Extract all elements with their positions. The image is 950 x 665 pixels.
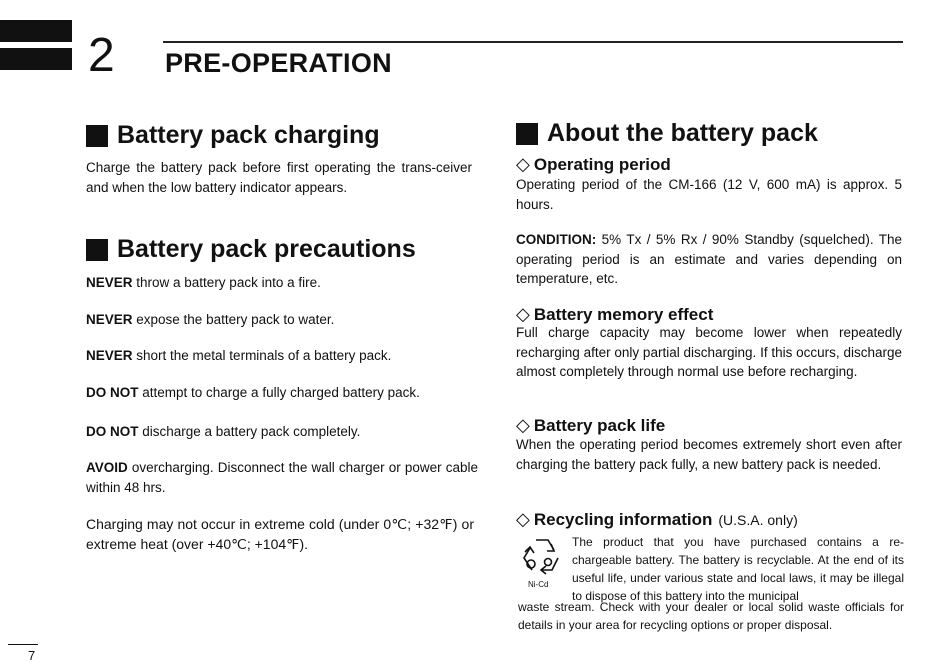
chapter-number: 2 — [88, 29, 115, 82]
memory-effect-text: Full charge capacity may become lower when repeatedly recharging after only partial discharging. If this occurs, discharge almost completely through normal use before recharging. — [516, 325, 902, 379]
chapter-title: PRE-OPERATION — [165, 48, 392, 78]
precaution-item: NEVER expose the battery pack to water. — [86, 312, 335, 327]
subheading-memory-effect: ◇ Battery memory effect — [516, 304, 714, 324]
header-rule — [163, 41, 903, 43]
chapter-tab-marker — [0, 48, 72, 70]
precaution-item: NEVER throw a battery pack into a fire. — [86, 275, 321, 290]
square-bullet-icon — [86, 239, 108, 261]
temperature-note: Charging may not occur in extreme cold (under 0℃; +32℉) or extreme heat (over +40℃; +104℉). — [86, 516, 474, 552]
nicd-label: Ni-Cd — [528, 580, 549, 589]
diamond-bullet-icon: ◇ — [516, 154, 530, 174]
subheading-recycling: ◇ Recycling information (U.S.A. only) — [516, 509, 798, 529]
recycling-text-full: waste stream. Check with your dealer or local solid waste officials for details in your area for recycling options or proper disposal. — [518, 600, 904, 632]
subheading-operating-period: ◇ Operating period — [516, 154, 671, 174]
square-bullet-icon — [86, 125, 108, 147]
charging-text: Charge the battery pack before first operating the trans-ceiver and when the low battery indicator appears. — [86, 160, 472, 195]
section-heading-charging: Battery pack charging — [86, 121, 380, 150]
square-bullet-icon — [516, 123, 538, 145]
chapter-tab-marker — [0, 20, 72, 42]
pack-life-text: When the operating period becomes extremely short even after charging the battery pack fully, a new battery pack is needed. — [516, 437, 902, 472]
section-heading-about-battery: About the battery pack — [516, 119, 818, 148]
precaution-item: NEVER short the metal terminals of a battery pack. — [86, 348, 392, 363]
condition-text: CONDITION: 5% Tx / 5% Rx / 90% Standby (squelched). The operating period is an estimate and varies depending on temperature, etc. — [516, 232, 902, 286]
precaution-item: AVOID overcharging. Disconnect the wall charger or power cable within 48 hrs. — [86, 460, 478, 495]
operating-period-text: Operating period of the CM-166 (12 V, 600 mA) is approx. 5 hours. — [516, 177, 902, 212]
diamond-bullet-icon: ◇ — [516, 509, 530, 529]
precaution-item: DO NOT attempt to charge a fully charged battery pack. — [86, 385, 420, 400]
precaution-item: DO NOT discharge a battery pack completely. — [86, 424, 361, 439]
page-number: 7 — [28, 648, 36, 663]
section-heading-precautions: Battery pack precautions — [86, 235, 416, 264]
diamond-bullet-icon: ◇ — [516, 304, 530, 324]
diamond-bullet-icon: ◇ — [516, 415, 530, 435]
subheading-pack-life: ◇ Battery pack life — [516, 415, 666, 435]
page-number-rule — [8, 644, 38, 645]
recycling-text-wrapped: The product that you have purchased contains a re-chargeable battery. The battery is recyclable. At the end of its useful life, under various state and local laws, it may be illegal to dispose of this battery into the municipal — [572, 535, 904, 603]
